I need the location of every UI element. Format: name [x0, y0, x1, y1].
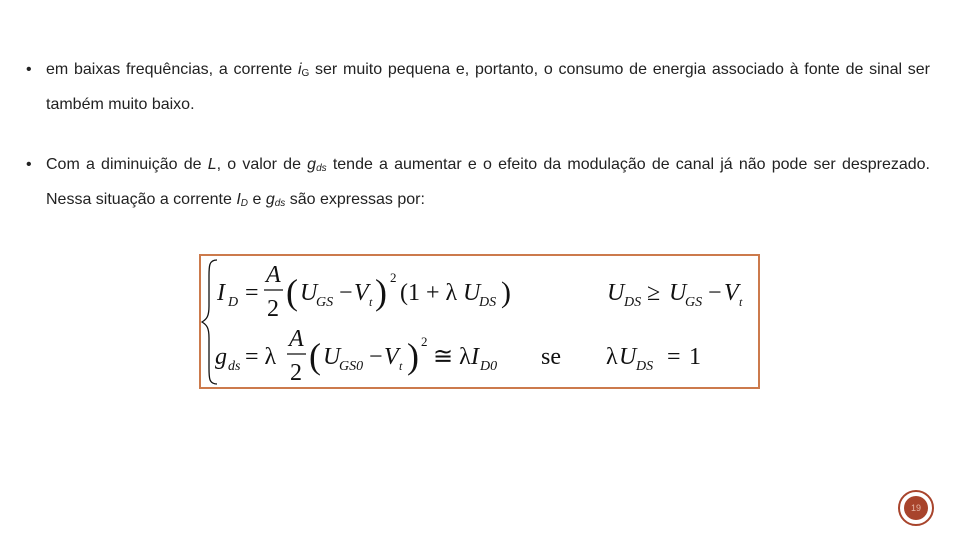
eq-v: V: [354, 280, 369, 306]
bullet-channel-modulation: [26, 149, 930, 219]
bullet-low-frequency: [26, 54, 930, 120]
eq-u2: U: [463, 280, 481, 306]
sub-d: D: [240, 198, 249, 209]
bullet-text: ser muito pequena e, portanto, o consumo de energia associado à fonte de sinal ser também muito baixo.: [46, 61, 930, 113]
bullet-text: são expressas por:: [285, 191, 425, 208]
eq-i: I: [471, 344, 479, 370]
equation-system: [201, 256, 758, 387]
cond-lambda: λ: [606, 344, 618, 370]
cond-u2: U: [669, 280, 687, 306]
eq-v-sub: t: [369, 295, 373, 309]
eq-equals: =: [245, 280, 259, 306]
eq-frac-num: A: [289, 326, 304, 352]
eq-paren-open: (: [286, 272, 298, 312]
cond-u-sub: DS: [636, 359, 654, 374]
eq-id-sub: D: [228, 295, 239, 310]
eq-frac-num: A: [266, 262, 281, 288]
var-g: g: [307, 156, 317, 173]
eq-approx-lambda: ≅ λ: [433, 344, 471, 370]
eq-v: V: [384, 344, 399, 370]
page-number-badge: [898, 490, 934, 526]
eq-se: se: [541, 344, 561, 370]
eq-u: U: [323, 344, 341, 370]
eq-frac-den: 2: [290, 360, 302, 386]
bullet-text: Com a diminuição de: [46, 156, 208, 173]
eq-paren-close-2: ): [501, 276, 511, 309]
var-id: I: [236, 191, 241, 208]
eq-exponent: 2: [421, 334, 428, 349]
sub-ds: ds: [274, 198, 286, 209]
eq-u-sub: GS: [316, 295, 334, 310]
eq-u2-sub: DS: [479, 295, 497, 310]
eq-gds-sub: ds: [228, 359, 241, 374]
var-g: g: [265, 191, 275, 208]
cond-geq: ≥: [647, 280, 661, 306]
cond-one: 1: [689, 344, 701, 370]
eq-factor: (1 + λ: [400, 280, 458, 306]
bullet-text: , o valor de: [216, 156, 308, 173]
cond-u: U: [619, 344, 637, 370]
cond-v: V: [724, 280, 739, 306]
cond-u: U: [607, 280, 625, 306]
page-number: 19: [904, 496, 928, 520]
eq-u: U: [300, 280, 318, 306]
var-i: i: [297, 61, 302, 78]
eq-id-var: I: [217, 280, 225, 306]
eq-gds-var: g: [215, 344, 227, 370]
cond-u2-sub: GS: [685, 295, 703, 310]
bullet-text: e: [248, 191, 266, 208]
bullet-marker: •: [26, 61, 32, 78]
eq-minus: −: [339, 280, 353, 306]
cond-v-sub: t: [739, 295, 743, 309]
eq-equals-lambda: = λ: [245, 344, 277, 370]
eq-paren-open: (: [309, 336, 321, 376]
eq-i-sub: D0: [480, 359, 498, 374]
sub-g: G: [301, 68, 310, 79]
bullet-marker: •: [26, 156, 32, 173]
var-l: L: [207, 156, 217, 173]
eq-frac-den: 2: [267, 296, 279, 322]
sub-ds: ds: [316, 163, 327, 174]
eq-u-sub: GS0: [339, 359, 364, 374]
cond-equals: =: [667, 344, 681, 370]
eq-paren-close: ): [407, 336, 419, 376]
eq-minus: −: [369, 344, 383, 370]
bullet-text: tende a aumentar e o efeito da modulação de canal já não pode ser desprezado. Nessa situação a corrente: [46, 156, 931, 208]
eq-exponent: 2: [390, 270, 397, 285]
equation-box: [199, 254, 760, 389]
eq-paren-close: ): [375, 272, 387, 312]
cond-minus: −: [708, 280, 722, 306]
bullet-text: em baixas frequências, a corrente: [46, 61, 298, 78]
cond-u-sub: DS: [624, 295, 642, 310]
eq-v-sub: t: [399, 359, 403, 373]
